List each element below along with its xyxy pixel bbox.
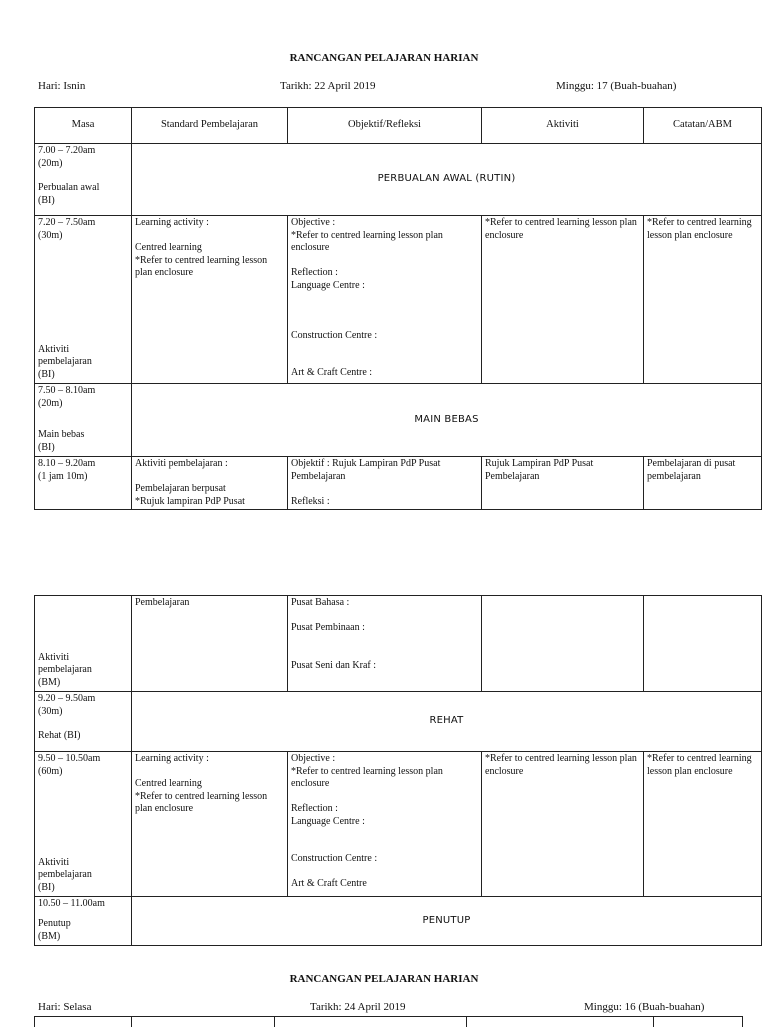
header-standard: Standard Pembelajaran [132, 108, 288, 144]
merged-session-label: PERBUALAN AWAL (RUTIN) [132, 144, 762, 216]
time-range: 10.50 – 11.00am [38, 898, 105, 909]
standard-cell: Aktiviti pembelajaran : Pembelajaran berpusat *Rujuk lampiran PdP Pusat [132, 457, 288, 510]
page-title: RANCANGAN PELAJARAN HARIAN [289, 973, 479, 985]
session-name: Penutup (BM) [38, 918, 71, 942]
page-title: RANCANGAN PELAJARAN HARIAN [289, 52, 479, 64]
aktiviti-cell: *Refer to centred learning lesson plan enclosure [482, 752, 644, 897]
time-range: 7.50 – 8.10am (20m) [38, 385, 96, 409]
table-row [35, 144, 762, 216]
session-name: Aktiviti pembelajaran (BM) [38, 651, 92, 688]
date-label: Tarikh: 24 April 2019 [310, 1001, 406, 1013]
column-divider [653, 1017, 654, 1027]
header-catatan: Catatan/ABM [644, 108, 762, 144]
time-cell [35, 692, 132, 752]
session-name: Aktiviti pembelajaran (BI) [38, 856, 92, 893]
lesson-plan-table-2 [34, 595, 762, 946]
session-name: Perbualan awal (BI) [38, 182, 100, 206]
objektif-cell: Objective : *Refer to centred learning lesson plan enclosure Reflection : Language Centre : Construction Centre : Art & Craft Centre : [288, 216, 482, 384]
catatan-cell: Pembelajaran di pusat pembelajaran [644, 457, 762, 510]
date-label: Tarikh: 22 April 2019 [280, 80, 376, 92]
column-divider [466, 1017, 467, 1027]
merged-session-label: MAIN BEBAS [132, 384, 762, 457]
header-aktiviti: Aktiviti [482, 108, 644, 144]
table-row [35, 752, 762, 897]
time-range: 9.20 – 9.50am (30m) [38, 693, 96, 717]
objektif-cell: Objective : *Refer to centred learning lesson plan enclosure Reflection : Language Centre : Construction Centre : Art & Craft Centre [288, 752, 482, 897]
aktiviti-cell: *Refer to centred learning lesson plan enclosure [482, 216, 644, 384]
session-name: Aktiviti pembelajaran (BI) [38, 343, 92, 380]
standard-cell: Learning activity : Centred learning *Refer to centred learning lesson plan enclosure [132, 216, 288, 384]
day-label: Hari: Selasa [38, 1001, 92, 1013]
lesson-plan-table-1 [34, 107, 762, 510]
catatan-cell [644, 596, 762, 692]
time-range: 7.00 – 7.20am (20m) [38, 145, 96, 169]
time-cell [35, 144, 132, 216]
table-row [35, 384, 762, 457]
merged-session-label: REHAT [132, 692, 762, 752]
table-header-row [35, 108, 762, 144]
catatan-cell: *Refer to centred learning lesson plan enclosure [644, 752, 762, 897]
objektif-cell: Objektif : Rujuk Lampiran PdP Pusat Pembelajaran Refleksi : [288, 457, 482, 510]
week-label: Minggu: 16 (Buah-buahan) [584, 1001, 705, 1013]
header-objektif: Objektif/Refleksi [288, 108, 482, 144]
time-cell [35, 596, 132, 692]
week-label: Minggu: 17 (Buah-buahan) [556, 80, 677, 92]
time-cell [35, 216, 132, 384]
table-row [35, 692, 762, 752]
table-row [35, 897, 762, 946]
session-name: Main bebas (BI) [38, 429, 85, 453]
time-range: 9.50 – 10.50am (60m) [38, 753, 101, 777]
time-cell [35, 752, 132, 897]
time-range: 7.20 – 7.50am (30m) [38, 217, 96, 241]
aktiviti-cell [482, 596, 644, 692]
table-row [35, 457, 762, 510]
column-divider [131, 1017, 132, 1027]
day-label: Hari: Isnin [38, 80, 86, 92]
standard-cell: Learning activity : Centred learning *Refer to centred learning lesson plan enclosure [132, 752, 288, 897]
session-name: Rehat (BI) [38, 730, 81, 741]
time-cell: 8.10 – 9.20am (1 jam 10m) [35, 457, 132, 510]
time-cell [35, 384, 132, 457]
next-table-top-border [34, 1016, 743, 1027]
column-divider [274, 1017, 275, 1027]
time-cell [35, 897, 132, 946]
standard-cell: Pembelajaran [132, 596, 288, 692]
merged-session-label: PENUTUP [132, 897, 762, 946]
header-masa: Masa [35, 108, 132, 144]
catatan-cell: *Refer to centred learning lesson plan enclosure [644, 216, 762, 384]
table-row [35, 216, 762, 384]
table-row [35, 596, 762, 692]
aktiviti-cell: Rujuk Lampiran PdP Pusat Pembelajaran [482, 457, 644, 510]
objektif-cell: Pusat Bahasa : Pusat Pembinaan : Pusat Seni dan Kraf : [288, 596, 482, 692]
